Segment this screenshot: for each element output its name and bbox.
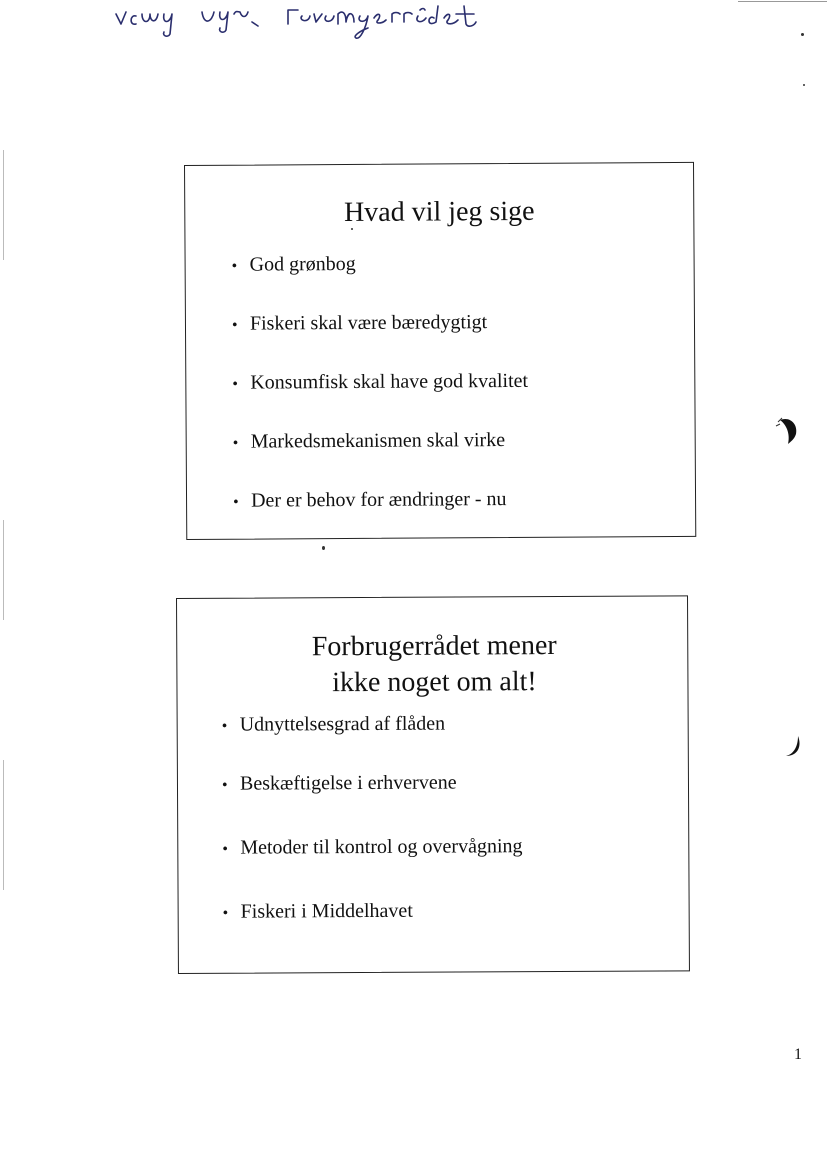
scan-speck xyxy=(803,84,805,86)
list-item: • Konsumfisk skal have god kvalitet xyxy=(232,369,528,397)
list-item: • Udnyttelsesgrad af flåden xyxy=(222,712,446,739)
scan-edge-line xyxy=(738,1,827,2)
list-item: • Beskæftigelse i erhvervene xyxy=(222,771,457,798)
list-item: • Fiskeri skal være bæredygtigt xyxy=(232,310,487,338)
scan-edge-left xyxy=(3,760,4,890)
handwritten-annotation xyxy=(112,0,512,48)
slide-2-title xyxy=(177,627,687,702)
bullet-icon: • xyxy=(232,434,239,452)
scan-edge-left xyxy=(3,520,4,620)
scan-speck xyxy=(351,228,353,230)
list-item: • Metoder til kontrol og overvågning xyxy=(222,834,522,862)
bullet-icon: • xyxy=(232,375,239,393)
slide-2 xyxy=(176,595,690,974)
list-item: • Der er behov for ændringer - nu xyxy=(233,487,507,515)
bullet-icon: • xyxy=(222,904,229,922)
slide-2-title-line-2: ikke noget om alt! xyxy=(332,666,537,699)
bullet-icon: • xyxy=(231,257,238,275)
punch-hole-mark xyxy=(780,732,806,762)
scan-speck xyxy=(801,33,804,36)
page-number: 1 xyxy=(794,1046,802,1063)
list-item: • Fiskeri i Middelhavet xyxy=(223,899,413,926)
list-item: • God grønbog xyxy=(232,252,356,279)
scan-speck xyxy=(322,546,325,550)
bullet-icon: • xyxy=(221,776,228,794)
bullet-icon: • xyxy=(221,717,228,735)
bullet-icon: • xyxy=(231,316,238,334)
punch-hole-mark xyxy=(772,412,802,446)
bullet-icon: • xyxy=(233,493,239,511)
slide-1-title: Hvad vil jeg sige xyxy=(343,195,535,229)
bullet-icon: • xyxy=(222,840,228,858)
scan-edge-left xyxy=(3,150,4,260)
list-item: • Markedsmekanismen skal virke xyxy=(233,428,506,456)
slide-1 xyxy=(184,162,696,540)
slide-2-title-line-1: Forbrugerrådet mener xyxy=(311,630,557,663)
